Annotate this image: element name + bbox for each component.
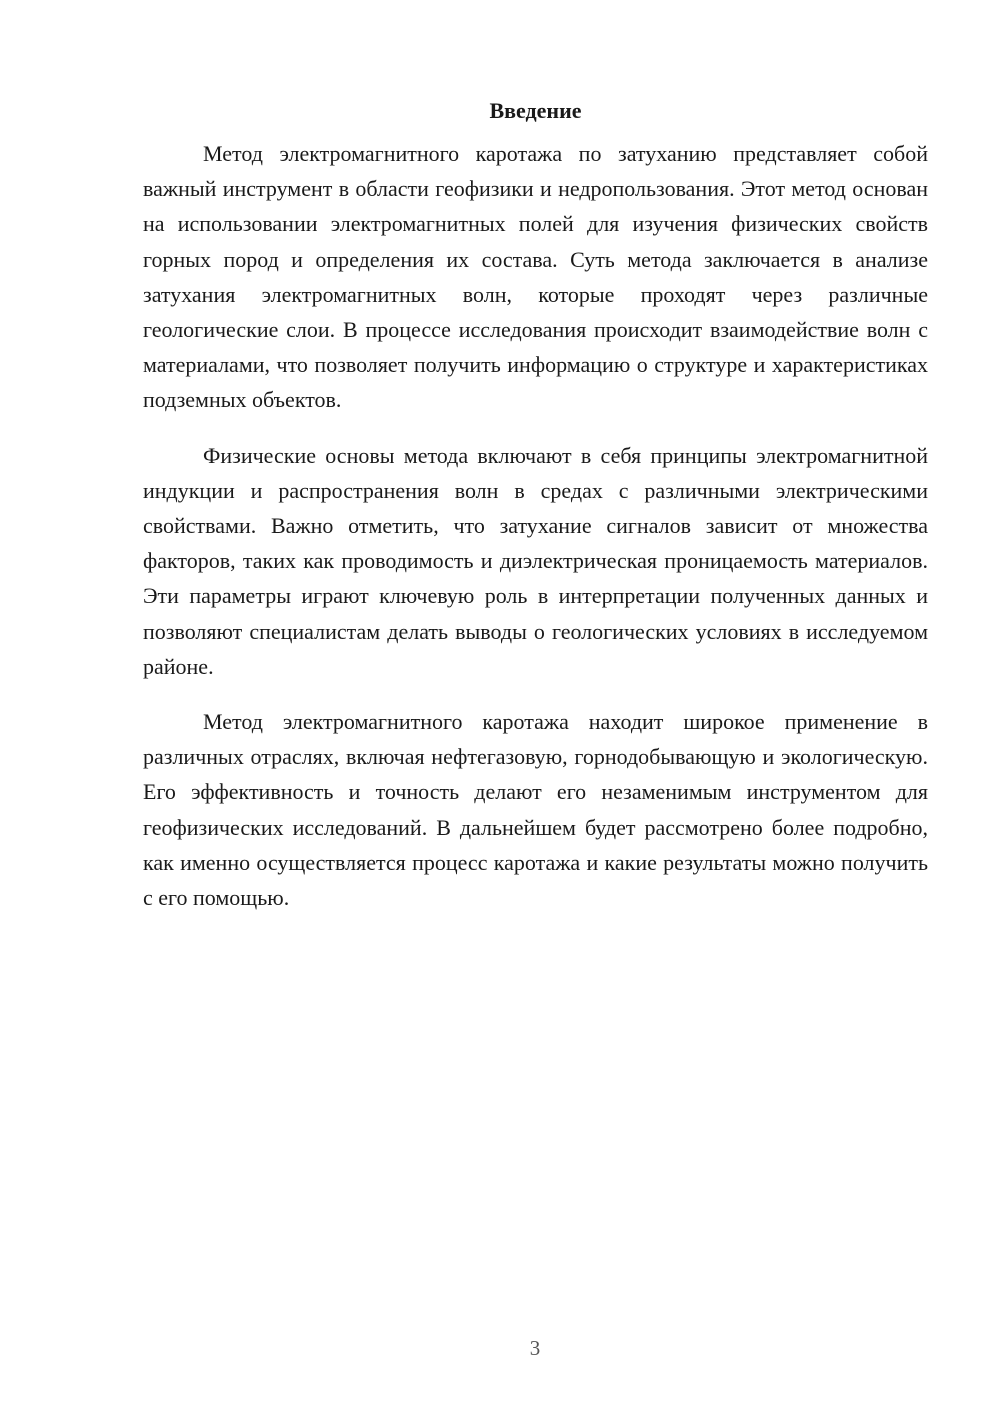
page-number: 3 [529,1336,541,1360]
document-body [143,96,928,935]
paragraph-1: Метод электромагнитного каротажа по затуханию представляет собой важный инструмент в области геофизики и недропользования. Этот метод основан на использовании электромагнитных полей для изучения физических свойств горных пород и определения их состава. Суть метода заключается в анализе затухания электромагнитных волн, которые проходят через различные геологические слои. В процессе исследования происходит взаимодействие волн с материалами, что позволяет получить информацию о структуре и характеристиках подземных объектов. [143,141,928,413]
paragraph-2: Физические основы метода включают в себя принципы электромагнитной индукции и распространения волн в средах с различными электрическими свойствами. Важно отметить, что затухание сигналов зависит от множества факторов, таких как проводимость и диэлектрическая проницаемость материалов. Эти параметры играют ключевую роль в интерпретации полученных данных и позволяют специалистам делать выводы о геологических условиях в исследуемом районе. [143,442,928,679]
section-heading: Введение [489,98,582,123]
paragraph-3: Метод электромагнитного каротажа находит широкое применение в различных отраслях, включая нефтегазовую, горнодобывающую и экологическую. Его эффективность и точность делают его незаменимым инструментом для геофизических исследований. В дальнейшем будет рассмотрено более подробно, как именно осуществляется процесс каротажа и какие результаты можно получить с его помощью. [143,709,928,911]
